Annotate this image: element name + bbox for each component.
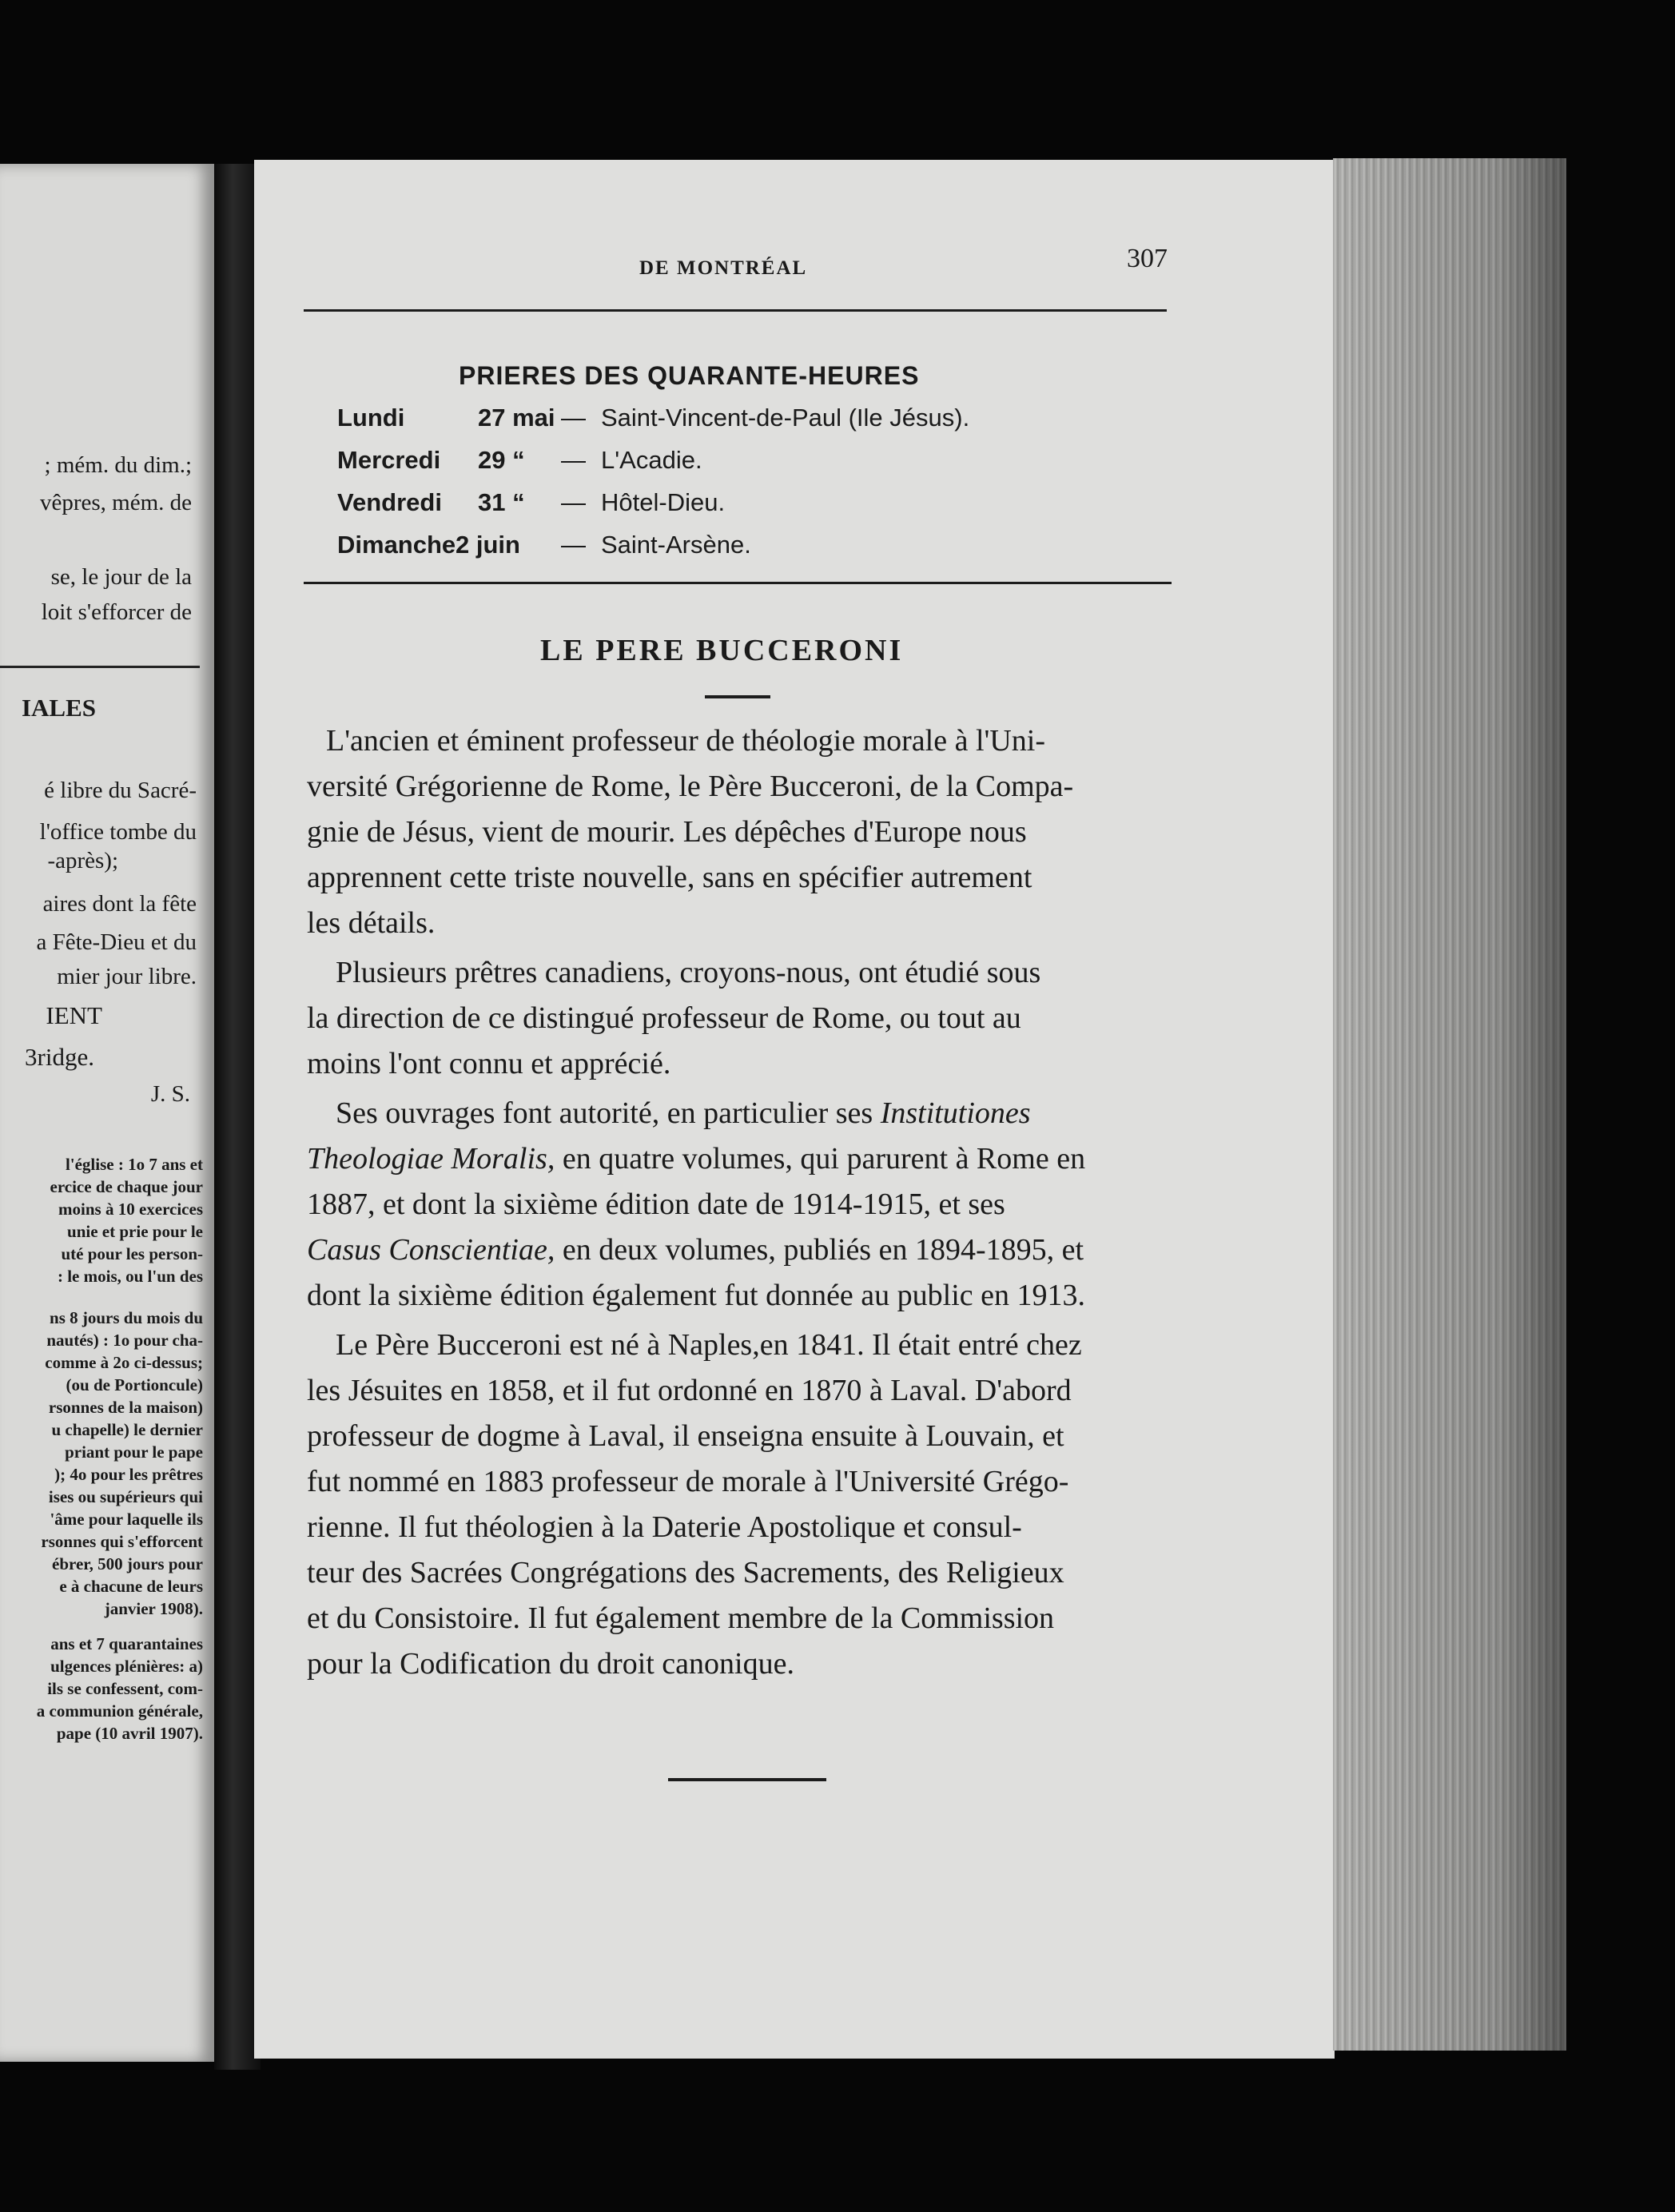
left-line: priant pour le pape	[65, 1442, 203, 1462]
left-line: loit s'efforcer de	[41, 599, 192, 625]
article-line: apprennent cette triste nouvelle, sans en spécifier autrement	[307, 861, 1032, 894]
left-line: a Fête-Dieu et du	[36, 929, 197, 955]
schedule-sep: —	[561, 404, 586, 432]
left-line: ises ou supérieurs qui	[48, 1487, 203, 1506]
left-line: ns 8 jours du mois du	[50, 1308, 203, 1327]
article-line: moins l'ont connu et apprécié.	[307, 1047, 671, 1080]
book-title-casus: Casus Conscientiae,	[307, 1233, 555, 1267]
article-line	[307, 1235, 1084, 1265]
left-line: aires dont la fête	[42, 891, 197, 917]
schedule-sep: —	[561, 531, 586, 559]
article-line: L'ancien et éminent professeur de théologie morale à l'Uni-	[326, 724, 1046, 758]
article-line: professeur de dogme à Laval, il enseigna ensuite à Louvain, et	[307, 1419, 1064, 1453]
left-page	[0, 164, 214, 2062]
article-line: pour la Codification du droit canonique.	[307, 1647, 794, 1681]
left-signature: J. S.	[150, 1081, 190, 1107]
left-line: 'âme pour laquelle ils	[50, 1510, 203, 1529]
left-line: 3ridge.	[25, 1043, 94, 1071]
schedule-day: Vendredi	[337, 488, 442, 516]
section-rule	[304, 582, 1172, 584]
schedule-place: L'Acadie.	[601, 446, 702, 474]
left-line: janvier 1908).	[104, 1599, 203, 1618]
left-line: a communion générale,	[36, 1701, 203, 1721]
title-underline	[705, 695, 770, 698]
schedule-date: 27 mai	[478, 404, 555, 432]
article-line: versité Grégorienne de Rome, le Père Bucceroni, de la Compa-	[307, 770, 1074, 803]
left-line: ); 4o pour les prêtres	[54, 1465, 203, 1484]
left-line: (ou de Portioncule)	[66, 1375, 203, 1394]
schedule-place: Hôtel-Dieu.	[601, 488, 726, 516]
left-line: ; mém. du dim.;	[44, 452, 192, 478]
left-line: ulgences plénières: a)	[50, 1657, 203, 1676]
article-title: LE PERE BUCCERONI	[540, 634, 904, 667]
left-line: e à chacune de leurs	[59, 1577, 203, 1596]
article-line: les détails.	[307, 906, 436, 940]
schedule-date: 31 “	[478, 488, 525, 516]
article-line: rienne. Il fut théologien à la Daterie Apostolique et consul-	[307, 1510, 1022, 1544]
left-line: se, le jour de la	[50, 564, 192, 590]
header-rule	[304, 309, 1167, 312]
left-line: IENT	[46, 1001, 102, 1029]
left-line: l'église : 1o 7 ans et	[65, 1155, 203, 1174]
left-line: -après);	[47, 848, 118, 873]
article-text: Ses ouvrages font autorité, en particulier ses	[336, 1096, 881, 1130]
article-line	[336, 1098, 1031, 1128]
article-line: Le Père Bucceroni est né à Naples,en 1841. Il était entré chez	[336, 1328, 1082, 1362]
article-line: la direction de ce distingué professeur de Rome, ou tout au	[307, 1001, 1021, 1035]
end-rule	[668, 1778, 826, 1781]
left-line: moins à 10 exercices	[58, 1199, 203, 1219]
schedule-day: Dimanche	[337, 531, 456, 559]
schedule-place: Saint-Arsène.	[601, 531, 751, 559]
left-line: ans et 7 quarantaines	[50, 1634, 203, 1653]
schedule-place: Saint-Vincent-de-Paul (Ile Jésus).	[601, 404, 970, 432]
article-line: teur des Sacrées Congrégations des Sacrements, des Religieux	[307, 1556, 1064, 1589]
article-text: en deux volumes, publiés en 1894-1895, et	[555, 1233, 1084, 1267]
schedule-day: Mercredi	[337, 446, 441, 474]
left-line: : le mois, ou l'un des	[57, 1267, 203, 1286]
left-line: rsonnes qui s'efforcent	[41, 1532, 203, 1551]
left-line: ercice de chaque jour	[50, 1177, 203, 1196]
page-edges	[1333, 158, 1566, 2051]
prayer-section-title: PRIERES DES QUARANTE-HEURES	[459, 361, 920, 390]
article-line: les Jésuites en 1858, et il fut ordonné en 1870 à Laval. D'abord	[307, 1374, 1072, 1407]
schedule-date: 2 juin	[456, 531, 520, 559]
article-line: et du Consistoire. Il fut également membre de la Commission	[307, 1601, 1055, 1635]
article-line: Plusieurs prêtres canadiens, croyons-nous, ont étudié sous	[336, 956, 1041, 989]
article-text: en quatre volumes, qui parurent à Rome en	[555, 1142, 1086, 1176]
article-line: dont la sixième édition également fut donnée au public en 1913.	[307, 1279, 1086, 1312]
article-line	[307, 1144, 1085, 1174]
left-line: ils se confessent, com-	[47, 1679, 203, 1698]
left-line: unie et prie pour le	[67, 1222, 203, 1241]
left-line: u chapelle) le dernier	[51, 1420, 203, 1439]
left-heading: IALES	[21, 694, 96, 722]
schedule-day: Lundi	[337, 404, 405, 432]
left-line: pape (10 avril 1907).	[56, 1724, 203, 1743]
running-head: DE MONTRÉAL	[639, 257, 808, 279]
schedule-sep: —	[561, 488, 586, 516]
article-line: fut nommé en 1883 professeur de morale à l'Université Grégo-	[307, 1465, 1069, 1498]
schedule-date: 29 “	[478, 446, 525, 474]
left-line: ébrer, 500 jours pour	[52, 1554, 203, 1573]
left-rule	[0, 666, 200, 668]
article-line: 1887, et dont la sixième édition date de 1914-1915, et ses	[307, 1188, 1005, 1221]
left-line: uté pour les person-	[61, 1244, 203, 1263]
article-line: gnie de Jésus, vient de mourir. Les dépêches d'Europe nous	[307, 815, 1027, 849]
left-line: é libre du Sacré-	[44, 778, 197, 803]
left-line: l'office tombe du	[39, 819, 197, 845]
schedule-sep: —	[561, 446, 586, 474]
book-title-theologiae: Theologiae Moralis,	[307, 1142, 555, 1176]
book-title-institutiones: Institutiones	[880, 1096, 1031, 1130]
left-line: rsonnes de la maison)	[48, 1398, 203, 1417]
left-line: nautés) : 1o pour cha-	[46, 1331, 203, 1350]
page-number: 307	[1127, 244, 1168, 273]
left-line: mier jour libre.	[57, 964, 197, 989]
left-line: comme à 2o ci-dessus;	[45, 1353, 203, 1372]
left-line: vêpres, mém. de	[39, 490, 192, 515]
